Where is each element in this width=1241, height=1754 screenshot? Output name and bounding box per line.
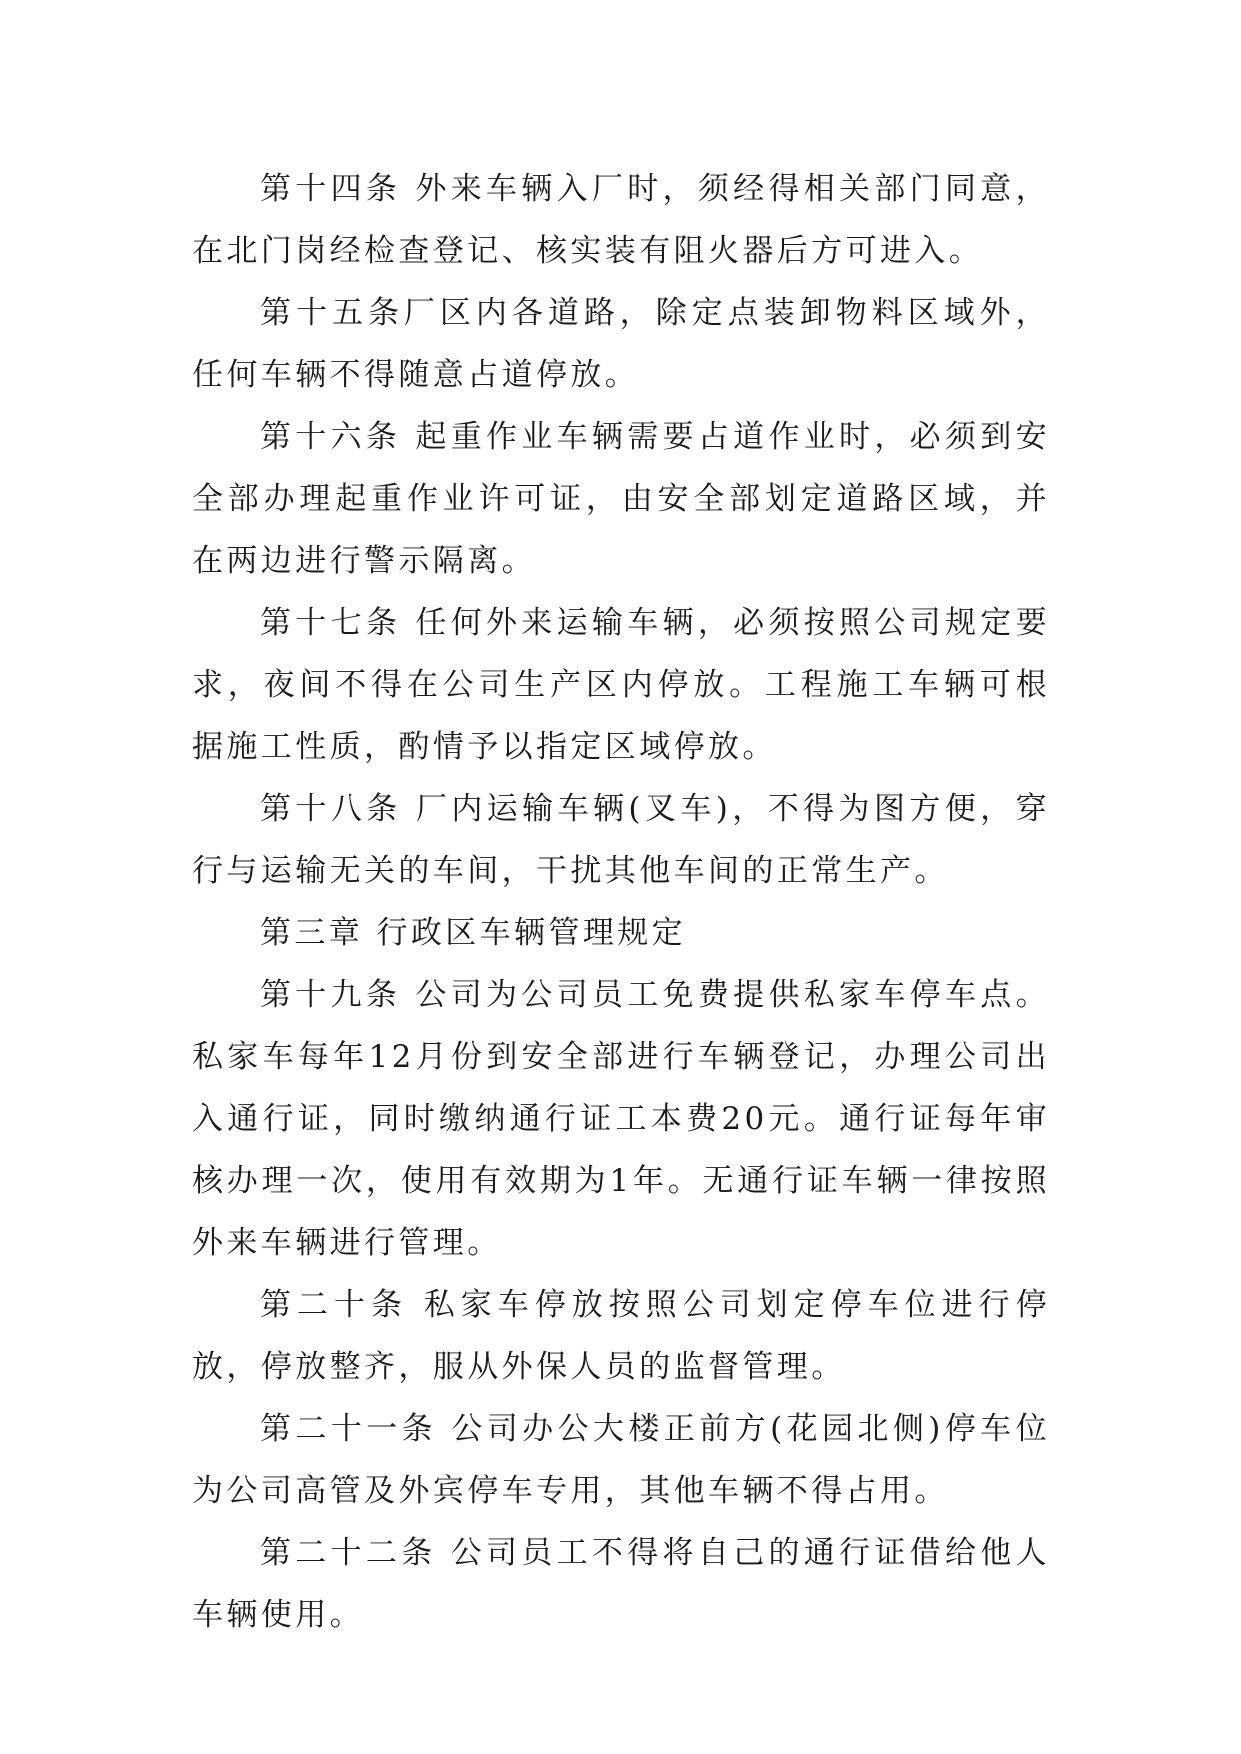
article-16: 第十六条 起重作业车辆需要占道作业时，必须到安全部办理起重作业许可证，由安全部划定道路区域，并在两边进行警示隔离。 <box>192 419 1050 579</box>
article-19: 第十九条 公司为公司员工免费提供私家车停车点。私家车每年12月份到安全部进行车辆登记，办理公司出入通行证，同时缴纳通行证工本费20元。通行证每年审核办理一次，使用有效期为1年。无通行证车辆一律按照外来车辆进行管理。 <box>192 977 1050 1261</box>
document-body <box>192 158 1050 1646</box>
article-21: 第二十一条 公司办公大楼正前方(花园北侧)停车位为公司高管及外宾停车专用，其他车辆不得占用。 <box>192 1411 1050 1509</box>
article-20: 第二十条 私家车停放按照公司划定停车位进行停放，停放整齐，服从外保人员的监督管理。 <box>192 1287 1050 1385</box>
article-18: 第十八条 厂内运输车辆(叉车)，不得为图方便，穿行与运输无关的车间，干扰其他车间的正常生产。 <box>192 791 1050 889</box>
article-14: 第十四条 外来车辆入厂时，须经得相关部门同意，在北门岗经检查登记、核实装有阻火器后方可进入。 <box>192 171 1050 269</box>
article-15: 第十五条厂区内各道路，除定点装卸物料区域外，任何车辆不得随意占道停放。 <box>192 295 1050 393</box>
article-17: 第十七条 任何外来运输车辆，必须按照公司规定要求，夜间不得在公司生产区内停放。工程施工车辆可根据施工性质，酌情予以指定区域停放。 <box>192 605 1050 765</box>
chapter-3-heading: 第三章 行政区车辆管理规定 <box>260 915 687 951</box>
article-22: 第二十二条 公司员工不得将自己的通行证借给他人车辆使用。 <box>192 1535 1050 1633</box>
